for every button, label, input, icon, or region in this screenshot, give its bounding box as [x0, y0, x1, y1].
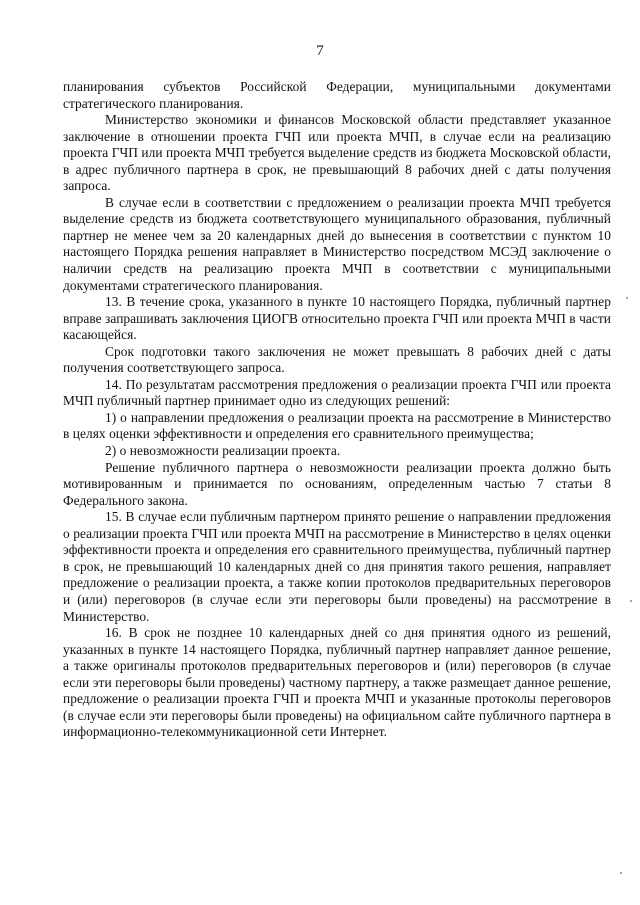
- document-body: [63, 79, 611, 741]
- scan-speck: [620, 872, 622, 874]
- scan-speck: [630, 600, 632, 602]
- paragraph-conclusion-term: Срок подготовки такого заключения не может превышать 8 рабочих дней с даты получения соответствующего запроса.: [63, 343, 611, 376]
- paragraph-ministry-conclusion: Министерство экономики и финансов Московской области представляет указанное заключение в отношении проекта ГЧП или проекта МЧП, в случае если на реализацию проекта ГЧП или проекта МЧП требуется выделение средств из бюджета Московской области, в адрес публичного партнера в срок, не превышающий 8 рабочих дней с даты получения запроса.: [63, 112, 611, 194]
- paragraph-item-13: 13. В течение срока, указанного в пункте 10 настоящего Порядка, публичный партнер вправе запрашивать заключения ЦИОГВ относительно проекта ГЧП или проекта МЧП в части касающейся.: [63, 294, 611, 343]
- paragraph-item-16: 16. В срок не позднее 10 календарных дней со дня принятия одного из решений, указанных в пункте 14 настоящего Порядка, публичный партнер направляет данное решение, а также оригиналы протоколов предварительных переговоров и (или) переговоров (в случае если эти переговоры были проведены) частному партнеру, а также размещает данное решение, предложение о реализации проекта ГЧП и проекта МЧП и указанные протоколы переговоров (в случае если эти переговоры были проведены) на официальном сайте публичного партнера в информационно-телекоммуникационной сети Интернет.: [63, 625, 611, 740]
- paragraph-item-15: 15. В случае если публичным партнером принято решение о направлении предложения о реализации проекта ГЧП или проекта МЧП на рассмотрение в Министерство в целях оценки эффективности проекта и определения его сравнительного преимущества, публичный партнер в срок, не превышающий 10 календарных дней со дня принятия такого решения, направляет предложение о реализации проекта, а также копии протоколов предварительных переговоров и (или) переговоров (в случае если эти переговоры были проведены) на рассмотрение в Министерство.: [63, 509, 611, 624]
- paragraph-item-14: 14. По результатам рассмотрения предложения о реализации проекта ГЧП или проекта МЧП публичный партнер принимает одно из следующих решений:: [63, 376, 611, 409]
- paragraph-decision-2: 2) о невозможности реализации проекта.: [105, 443, 341, 459]
- paragraph-municipal-budget: В случае если в соответствии с предложением о реализации проекта МЧП требуется выделение средств из бюджета соответствующего муниципального образования, публичный партнер не менее чем за 20 календарных дней до вынесения в соответствии с пунктом 10 настоящего Порядка решения направляет в Министерство посредством МСЭД заключение о наличии средств на реализацию проекта МЧП в соответствии с муниципальными документами стратегического планирования.: [63, 194, 611, 293]
- page-number: 7: [316, 43, 324, 59]
- paragraph-refusal-grounds: Решение публичного партнера о невозможности реализации проекта должно быть мотивированным и принимается по основаниям, определенным частью 7 статьи 8 Федерального закона.: [63, 459, 611, 508]
- scan-speck: [626, 297, 628, 299]
- paragraph-intro-continuation: планирования субъектов Российской Федерации, муниципальными документами стратегического планирования.: [63, 79, 611, 111]
- paragraph-decision-1: 1) о направлении предложения о реализации проекта на рассмотрение в Министерство в целях оценки эффективности и определения его сравнительного преимущества;: [63, 409, 611, 442]
